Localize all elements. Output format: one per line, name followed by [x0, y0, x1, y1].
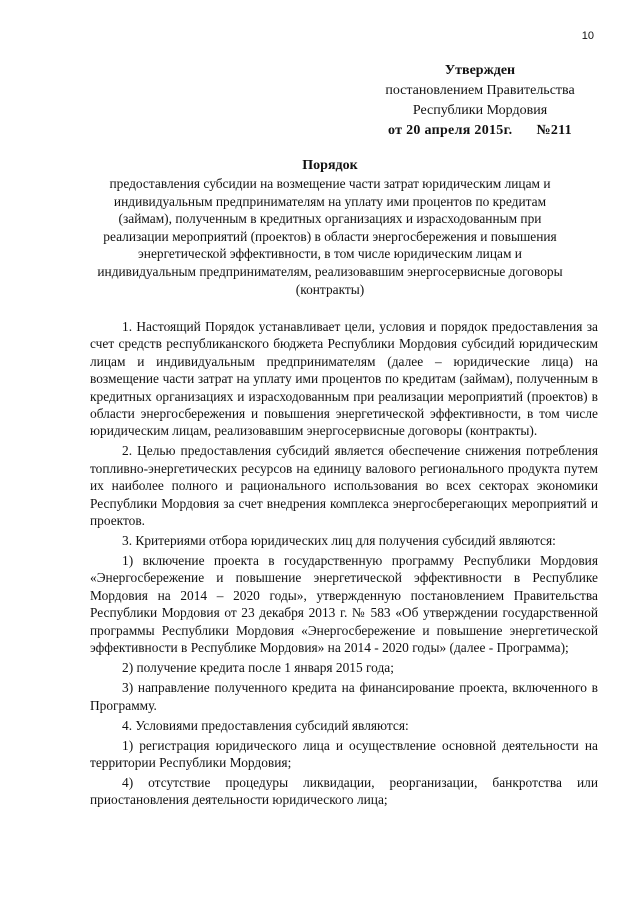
approval-line-1: постановлением Правительства: [385, 83, 575, 98]
paragraph: 2. Целью предоставления субсидий является обеспечение снижения потребления топливно-энергетических ресурсов на единицу валового регионального продукта путем их наиболее полного и рационального использования во всех секторах экономики Республики Мордовия за счет внедрения комплекса энергосберегающих мероприятий и проектов.: [90, 443, 598, 529]
document-subtitle: предоставления субсидии на возмещение части затрат юридическим лицам и индивидуальным предпринимателям на уплату ими процентов по кредитам (займам), полученным в кредитных организациях и израсходованным при реализации мероприятий (проектов) в области энергосбережения и повышения энергетической эффективности, в том числе юридическим лицам и индивидуальным предпринимателям, реализовавшим энергосервисные договоры (контракты): [97, 176, 563, 297]
paragraph: 3. Критериями отбора юридических лиц для получения субсидий являются:: [122, 533, 556, 549]
approval-stamp: [355, 61, 605, 141]
paragraph: 2) получение кредита после 1 января 2015 года;: [122, 660, 394, 676]
approval-date-line: [355, 121, 605, 141]
document-body: [90, 318, 598, 811]
page-number: 10: [581, 30, 594, 42]
approval-title: Утвержден: [444, 63, 516, 78]
document-title: Порядок: [302, 158, 358, 173]
approval-date: от 20 апреля 2015г.: [388, 123, 513, 138]
paragraph: 1) регистрация юридического лица и осуществление основной деятельности на территории Республики Мордовия;: [90, 737, 598, 770]
approval-number: №211: [536, 123, 572, 138]
paragraph: 4. Условиями предоставления субсидий являются:: [122, 717, 409, 733]
paragraph: 3) направление полученного кредита на финансирование проекта, включенного в Программу.: [90, 680, 598, 713]
paragraph: 4) отсутствие процедуры ликвидации, реорганизации, банкротства или приостановления деятельности юридического лица;: [90, 774, 598, 808]
paragraph: 1. Настоящий Порядок устанавливает цели, условия и порядок предоставления за счет средств республиканского бюджета Республики Мордовия субсидий юридическим лицам и индивидуальным предпринимателям (далее – юридические лица) на возмещение части затрат на уплату ими процентов по кредитам (займам), полученным в кредитных организациях и израсходованным при реализации мероприятий (проектов) в области энергосбережения и повышения энергетической эффективности, в том числе юридическим лицам, реализовавшим энергосервисные договоры (контракты).: [90, 319, 598, 439]
paragraph: 1) включение проекта в государственную программу Республики Мордовия «Энергосбережение и повышение энергетической эффективности в Республике Мордовия на 2014 – 2020 годы», утвержденную постановлением Правительства Республики Мордовия от 23 декабря 2013 г. № 583 «Об утверждении государственной программы Республики Мордовия «Энергосбережение и повышение энергетической эффективности в Республике Мордовия» на 2014 - 2020 годы» (далее - Программа);: [90, 553, 598, 656]
approval-line-2: Республики Мордовия: [412, 103, 548, 118]
